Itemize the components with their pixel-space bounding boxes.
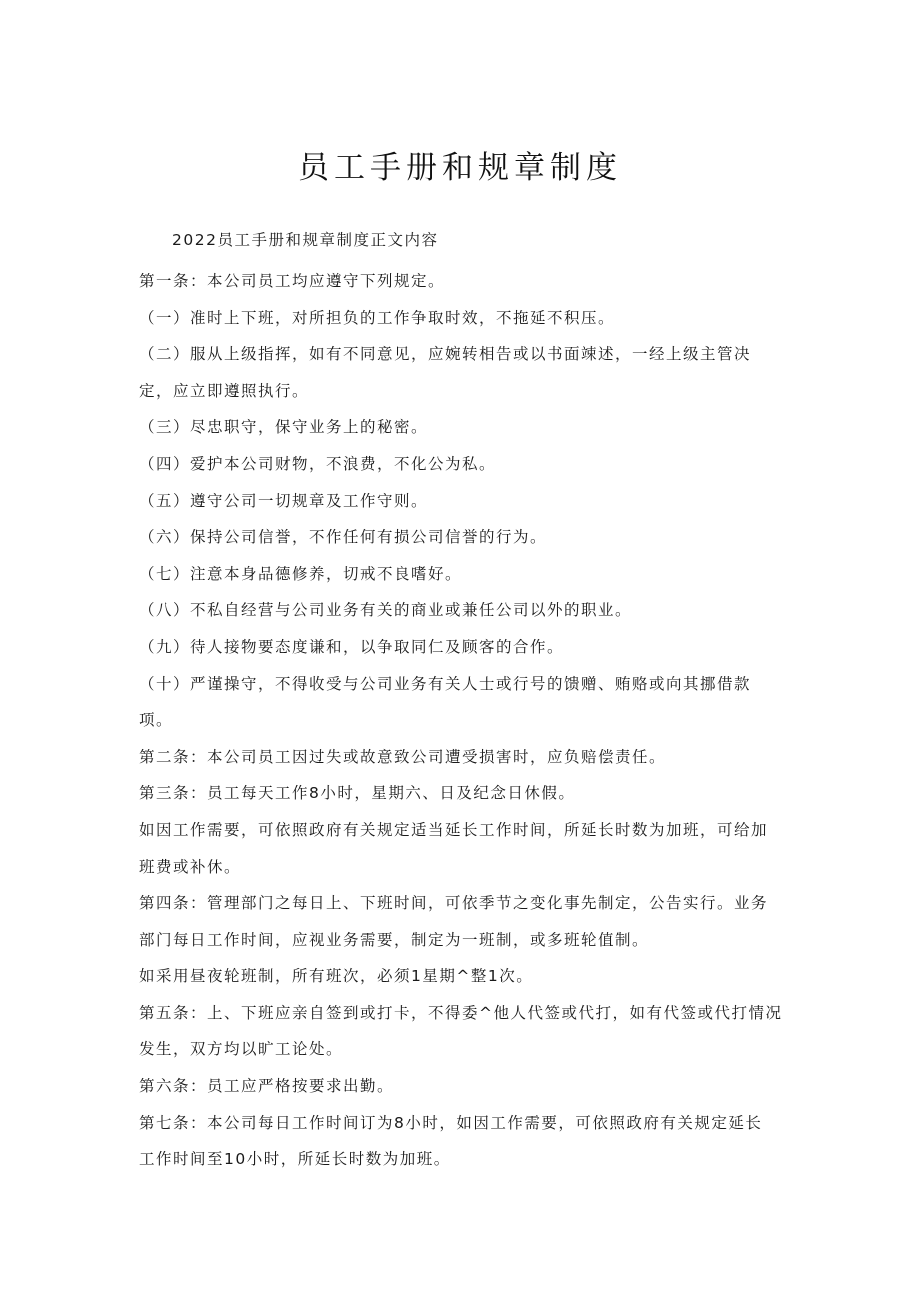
- body-line: （二）服从上级指挥，如有不同意见，应婉转相告或以书面竦述，一经上级主管决: [139, 345, 752, 364]
- body-line: （九）待人接物要态度谦和，以争取同仁及顾客的合作。: [139, 637, 565, 656]
- body-line: 第五条：上、下班应亲自签到或打卡，不得委^他人代签或代打，如有代签或代打情况: [139, 1003, 783, 1022]
- body-line: 班费或补休。: [139, 857, 242, 876]
- body-line: （八）不私自经营与公司业务有关的商业或兼任公司以外的职业。: [139, 601, 633, 620]
- body-line: 定，应立即遵照执行。: [139, 381, 310, 400]
- body-line: 部门每日工作时间，应视业务需要，制定为一班制，或多班轮值制。: [139, 930, 650, 949]
- body-line: （十）严谨操守，不得收受与公司业务有关人士或行号的馈赠、贿赂或向其挪借款: [139, 674, 752, 693]
- body-line: （六）保持公司信誉，不作任何有损公司信誉的行为。: [139, 528, 548, 547]
- body-line: 如采用昼夜轮班制，所有班次，必须1星期^整1次。: [139, 967, 534, 986]
- body-line: 工作时间至10小时，所延长时数为加班。: [139, 1150, 451, 1169]
- body-line: （三）尽忠职守，保守业务上的秘密。: [139, 418, 429, 437]
- body-line: （七）注意本身品德修养，切戒不良嗜好。: [139, 564, 463, 583]
- body-line: 第二条：本公司员工因过失或故意致公司遭受损害时，应负赔偿责任。: [139, 747, 667, 766]
- body-line: 第七条：本公司每日工作时间订为8小时，如因工作需要，可依照政府有关规定延长: [139, 1113, 763, 1132]
- body-line: （四）爱护本公司财物，不浪费，不化公为私。: [139, 454, 497, 473]
- body-line: 第四条：管理部门之每日上、下班时间，可依季节之变化事先制定，公告实行。业务: [139, 894, 769, 913]
- document-body: [139, 263, 789, 1178]
- body-line: 第六条：员工应严格按要求出勤。: [139, 1077, 395, 1096]
- body-line: 发生，双方均以旷工论处。: [139, 1040, 344, 1059]
- body-line: 如因工作需要，可依照政府有关规定适当延长工作时间，所延长时数为加班，可给加: [139, 820, 769, 839]
- body-line: （五）遵守公司一切规章及工作守则。: [139, 491, 429, 510]
- body-line: 第一条：本公司员工均应遵守下列规定。: [139, 272, 446, 290]
- document-subtitle: 2022员工手册和规章制度正文内容: [172, 231, 439, 249]
- document-title: 员工手册和规章制度: [298, 150, 622, 186]
- body-line: （一）准时上下班，对所担负的工作争取时效，不拖延不积压。: [139, 308, 616, 327]
- body-line: 项。: [139, 711, 174, 730]
- body-line: 第三条：员工每天工作8小时，星期六、日及纪念日休假。: [139, 784, 576, 803]
